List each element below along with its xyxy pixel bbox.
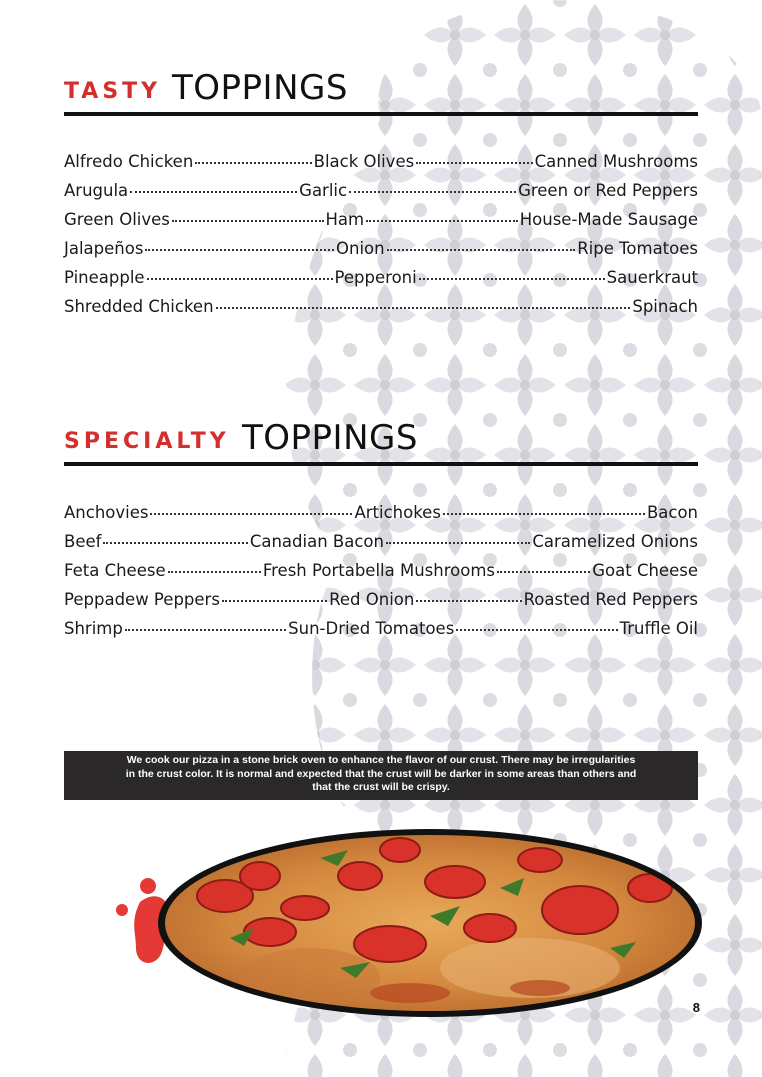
dot-leader — [125, 629, 286, 631]
topping-item: Ham — [325, 210, 365, 229]
dot-leader — [416, 600, 521, 602]
topping-item: Goat Cheese — [592, 561, 698, 580]
dot-leader — [168, 571, 261, 573]
pizza-photo — [110, 828, 710, 1028]
topping-item: Bacon — [646, 503, 698, 522]
topping-item: Canned Mushrooms — [534, 152, 699, 171]
dot-leader — [419, 278, 605, 280]
topping-item: Beef — [64, 532, 102, 551]
tasty-title: TOPPINGS — [172, 68, 348, 108]
dot-leader — [103, 542, 247, 544]
topping-row — [64, 268, 698, 297]
topping-item: Red Onion — [329, 590, 415, 609]
specialty-toppings-list — [64, 503, 698, 648]
topping-item: Artichokes — [354, 503, 441, 522]
topping-row — [64, 239, 698, 268]
topping-row — [64, 181, 698, 210]
topping-item: Arugula — [64, 181, 129, 200]
page-number: 8 — [692, 1000, 700, 1015]
topping-row — [64, 619, 698, 648]
tasty-toppings-heading — [64, 68, 698, 116]
dot-leader — [216, 307, 631, 309]
topping-item: Pepperoni — [334, 268, 417, 287]
topping-item: Shredded Chicken — [64, 297, 214, 316]
topping-row — [64, 297, 698, 326]
topping-item: Feta Cheese — [64, 561, 166, 580]
topping-item: Shrimp — [64, 619, 123, 638]
dot-leader — [497, 571, 590, 573]
dot-leader — [349, 191, 516, 193]
topping-item: Sun-Dried Tomatoes — [288, 619, 455, 638]
dot-leader — [443, 513, 645, 515]
dot-leader — [172, 220, 324, 222]
topping-item: Spinach — [632, 297, 698, 316]
topping-item: Green Olives — [64, 210, 170, 229]
dot-leader — [222, 600, 327, 602]
topping-item: House-Made Sausage — [519, 210, 698, 229]
dot-leader — [387, 249, 576, 251]
dot-leader — [147, 278, 333, 280]
dot-leader — [130, 191, 297, 193]
specialty-kicker: SPECIALTY — [64, 429, 230, 454]
topping-item: Caramelized Onions — [532, 532, 698, 551]
specialty-toppings-heading — [64, 418, 698, 466]
topping-item: Canadian Bacon — [249, 532, 384, 551]
topping-item: Anchovies — [64, 503, 149, 522]
dot-leader — [195, 162, 311, 164]
topping-item: Garlic — [299, 181, 348, 200]
topping-item: Fresh Portabella Mushrooms — [262, 561, 496, 580]
topping-item: Truffle Oil — [619, 619, 699, 638]
specialty-title: TOPPINGS — [242, 418, 418, 458]
topping-row — [64, 152, 698, 181]
topping-row — [64, 210, 698, 239]
topping-item: Pineapple — [64, 268, 145, 287]
topping-row — [64, 561, 698, 590]
tasty-kicker: TASTY — [64, 79, 162, 104]
dot-leader — [416, 162, 532, 164]
topping-item: Green or Red Peppers — [518, 181, 698, 200]
dot-leader — [150, 513, 352, 515]
dot-leader — [366, 220, 518, 222]
topping-row — [64, 503, 698, 532]
topping-row — [64, 532, 698, 561]
tasty-toppings-list — [64, 152, 698, 326]
topping-item: Alfredo Chicken — [64, 152, 194, 171]
topping-row — [64, 590, 698, 619]
oven-notice: We cook our pizza in a stone brick oven to enhance the flavor of our crust. There may be irregularities in the crust color. It is normal and expected that the crust will be darker in some areas than others and that the crust will be crispy. — [64, 751, 698, 800]
topping-item: Ripe Tomatoes — [577, 239, 698, 258]
topping-item: Peppadew Peppers — [64, 590, 220, 609]
topping-item: Black Olives — [313, 152, 415, 171]
topping-item: Jalapeños — [64, 239, 144, 258]
dot-leader — [145, 249, 334, 251]
dot-leader — [386, 542, 530, 544]
topping-item: Sauerkraut — [606, 268, 699, 287]
topping-item: Onion — [336, 239, 385, 258]
dot-leader — [456, 629, 617, 631]
topping-item: Roasted Red Peppers — [523, 590, 699, 609]
